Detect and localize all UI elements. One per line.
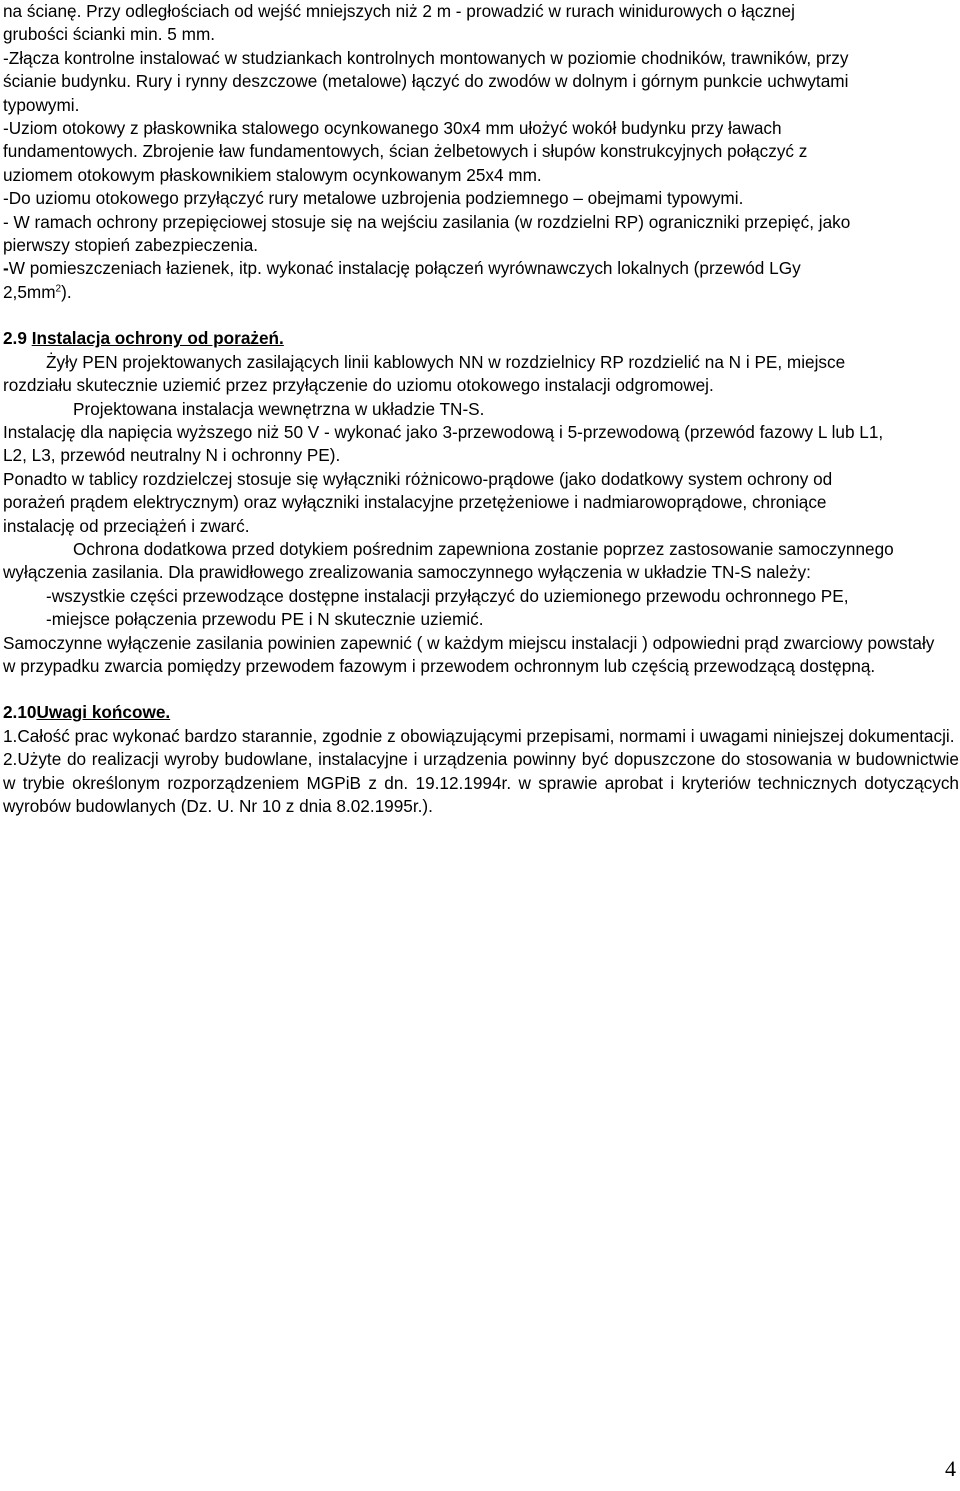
superscript: 2 [55,283,62,295]
paragraph-pen-split: Żyły PEN projektowanych zasilających linii kablowych NN w rozdzielnicy RP rozdzielić na N i PE, miejsce rozdziału skutecznie uziemić przez przyłączenie do uziomu otokowego instalacji odgromowej. [3,351,846,396]
paragraph-rcd: Ponadto w tablicy rozdzielczej stosuje się wyłączniki różnicowo-prądowe (jako dodatkowy system ochrony od porażeń prądem elektrycznym) oraz wyłączniki instalacyjne przetężeniowe i nadmiarowoprądowe, chroniące instalację od przeciążeń i zwarć. [3,468,833,536]
paragraph-tn-s: Projektowana instalacja wewnętrzna w układzie TN-S. [73,398,485,419]
paragraph-list-item-1: -wszystkie części przewodzące dostępne instalacji przyłączyć do uziemionego przewodu ochronnego PE, [46,585,849,606]
section-title: Uwagi końcowe. [36,702,171,723]
section-heading-2-9 [3,327,959,350]
section-heading-2-10 [3,701,959,724]
paragraph-final-remarks-1: 1.Całość prac wykonać bardzo starannie, zgodnie z obowiązującymi przepisami, normami i uwagami niniejszej dokumentacji. [3,725,955,746]
section-title: Instalacja ochrony od porażeń. [31,328,284,349]
paragraph-list-item-2: -miejsce połączenia przewodu PE i N skutecznie uziemić. [46,609,484,630]
paragraph-surge-protection: - W ramach ochrony przepięciowej stosuje się na wejściu zasilania (w rozdzielni RP) ograniczniki przepięć, jako pierwszy stopień zabezpieczenia. [3,211,851,256]
bathroom-bonding-text: W pomieszczeniach łazienek, itp. wykonać instalację połączeń wyrównawczych lokalnych (przewód LGy 2,5mm [3,258,801,302]
paragraph-bathroom-bonding [3,257,838,304]
spacer [3,678,959,701]
paragraph-metal-pipes: -Do uziomu otokowego przyłączyć rury metalowe uzbrojenia podziemnego – obejmami typowymi. [3,188,744,209]
spacer [3,304,959,327]
section-number: 2.9 [3,328,27,349]
paragraph-voltage-wiring: Instalację dla napięcia wyższego niż 50 V - wykonać jako 3-przewodową i 5-przewodową (przewód fazowy L lub L1, L2, L3, przewód neutralny N i ochronny PE). [3,421,884,466]
page-number: 4 [945,1456,956,1481]
paragraph-continuation: na ścianę. Przy odległościach od wejść mniejszych niż 2 m - prowadzić w rurach winidurowych o łącznej grubości ścianki min. 5 mm. [3,1,795,45]
paragraph-fault-current: Samoczynne wyłączenie zasilania powinien zapewnić ( w każdym miejscu instalacji ) odpowiedni prąd zwarciowy powstały w przypadku zwarcia pomiędzy przewodem fazowym i przewodem ochronnym lub częścią przewodzącą dostępną. [3,632,935,676]
bold-dash: - [3,258,9,279]
section-number: 2.10 [3,702,37,723]
paragraph-final-remarks-2: 2.Użyte do realizacji wyroby budowlane, instalacyjne i urządzenia powinny być dopuszczone do stosowania w budownictwie w trybie określonym rozporządzeniem MGPiB z dn. 19.12.1994r. w sprawie aprobat i kryteriów technicznych dotyczących wyrobów budowlanych (Dz. U. Nr 10 z dnia 8.02.1995r.). [3,749,959,816]
paragraph-control-joints: -Złącza kontrolne instalować w studziankach kontrolnych montowanych w poziomie chodników, trawników, przy ścianie budynku. Rury i rynny deszczowe (metalowe) łączyć do zwodów w dolnym i górnym punkcie uchwytami typowymi. [3,47,849,115]
paragraph-auto-disconnect: Ochrona dodatkowa przed dotykiem pośrednim zapewniona zostanie poprzez zastosowanie samoczynnego wyłączenia zasilania. Dla prawidłowego zrealizowania samoczynnego wyłączenia w układzie TN-S należy: [3,538,894,583]
bathroom-bonding-end: ). [61,281,72,302]
paragraph-ring-earth: -Uziom otokowy z płaskownika stalowego ocynkowanego 30x4 mm ułożyć wokół budynku przy ławach fundamentowych. Zbrojenie ław fundamentowych, ścian żelbetowych i słupów konstrukcyjnych połączyć z uziomem otokowym płaskownikiem stalowym ocynkowanym 25x4 mm. [3,118,808,185]
document-page [3,0,959,818]
